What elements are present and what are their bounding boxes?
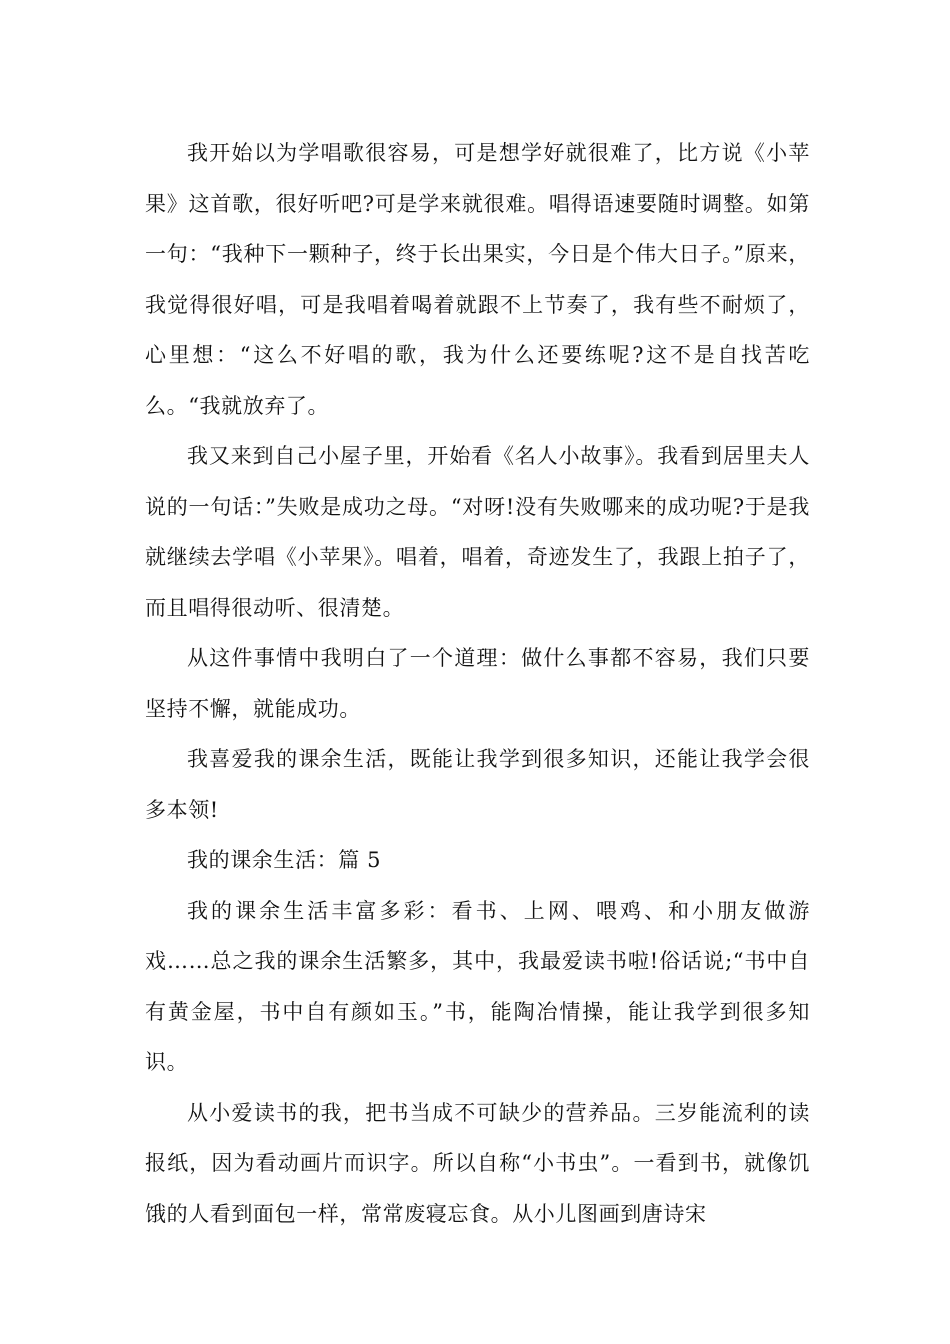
document-body [145, 128, 810, 1239]
paragraph-conclusion: 我喜爱我的课余生活，既能让我学到很多知识，还能让我学会很多本领! [145, 747, 810, 822]
paragraph-learning-song: 我开始以为学唱歌很容易，可是想学好就很难了，比方说《小苹果》这首歌，很好听吧?可是学来就很难。唱得语速要随时调整。如第一句：“我种下一颗种子，终于长出果实，今日是个伟大日子。”原来，我觉得很好唱，可是我唱着喝着就跟不上节奏了，我有些不耐烦了，心里想：“这么不好唱的歌，我为什么还要练呢?这不是自找苦吃么。“我就放弃了。 [145, 141, 810, 418]
paragraph-lesson: 从这件事情中我明白了一个道理：做什么事都不容易，我们只要坚持不懈，就能成功。 [145, 646, 810, 721]
paragraph-after-activities: 我的课余生活丰富多彩：看书、上网、喂鸡、和小朋友做游戏……总之我的课余生活繁多，其中，我最爱读书啦!俗话说;“书中自有黄金屋，书中自有颜如玉。”书，能陶冶情操，能让我学到很多知识。 [145, 898, 810, 1074]
paragraph-reading-story: 我又来到自己小屋子里，开始看《名人小故事》。我看到居里夫人说的一句话：”失败是成功之母。“对呀!没有失败哪来的成功呢?于是我就继续去学唱《小苹果》。唱着，唱着，奇迹发生了，我跟上拍子了，而且唱得很动听、很清楚。 [145, 444, 810, 620]
section-heading: 我的课余生活：篇 5 [187, 848, 382, 872]
paragraph-after-bookworm: 从小爱读书的我，把书当成不可缺少的营养品。三岁能流利的读报纸，因为看动画片而识字。所以自称“小书虫”。一看到书，就像饥饿的人看到面包一样，常常废寝忘食。从小儿图画到唐诗宋 [145, 1100, 810, 1226]
